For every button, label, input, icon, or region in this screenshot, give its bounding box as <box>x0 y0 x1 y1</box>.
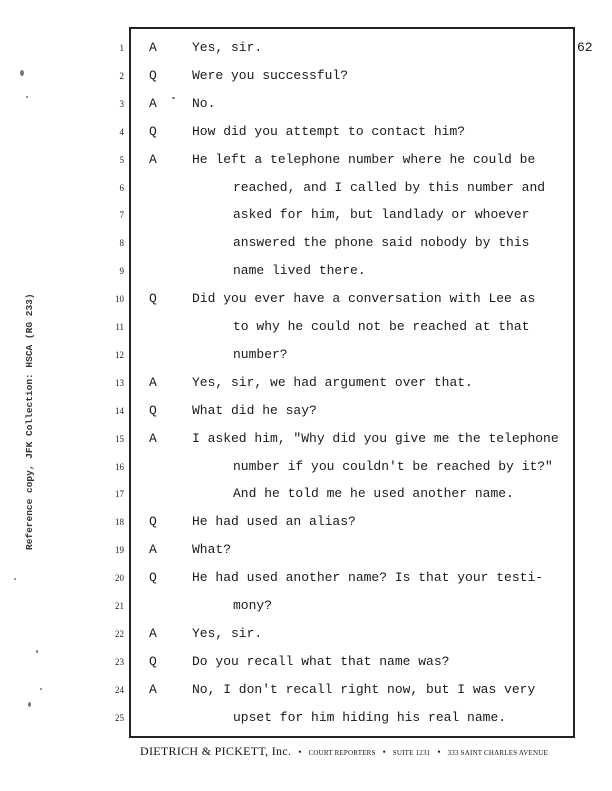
transcript-line <box>0 598 612 618</box>
line-number: 24 <box>115 684 124 695</box>
line-text: answered the phone said nobody by this <box>233 235 530 251</box>
line-number: 16 <box>115 461 124 472</box>
speaker-label: A <box>149 542 157 558</box>
speaker-label: Q <box>149 402 157 418</box>
suite: SUITE 1231 <box>392 749 431 757</box>
line-number: 9 <box>119 266 124 277</box>
transcript-line <box>0 514 612 534</box>
line-number: 8 <box>119 238 124 249</box>
transcript-line <box>0 207 612 227</box>
speaker-label: A <box>149 681 157 697</box>
line-number: 25 <box>115 712 124 723</box>
line-number: 11 <box>115 322 124 332</box>
line-number: 10 <box>115 294 124 305</box>
transcript-line <box>0 431 612 451</box>
line-text: Yes, sir. <box>192 40 263 55</box>
transcript-line <box>0 235 612 255</box>
line-text: upset for him hiding his real name. <box>233 709 507 725</box>
scan-mark <box>36 650 38 653</box>
line-number: 20 <box>115 573 124 584</box>
transcript-line <box>0 319 612 339</box>
transcript-line <box>0 180 612 200</box>
transcript-line <box>0 486 612 506</box>
transcript-line <box>0 654 612 674</box>
speaker-label: A <box>149 430 157 446</box>
transcript-line <box>0 96 612 116</box>
speaker-label: Q <box>149 514 157 530</box>
speaker-label: Q <box>149 67 157 83</box>
line-text: And he told me he used another name. <box>233 486 514 502</box>
transcript-line <box>0 263 612 283</box>
line-number: 12 <box>115 349 124 360</box>
transcript-line <box>0 626 612 646</box>
line-text: He left a telephone number where he could be <box>192 151 536 167</box>
line-number: 17 <box>115 489 124 500</box>
line-number: 14 <box>115 405 124 416</box>
transcript-line <box>0 152 612 172</box>
archive-stamp: Reference copy, JFK Collection: HSCA (RG 233) <box>24 293 35 550</box>
address: 333 SAINT CHARLES AVENUE <box>447 749 548 757</box>
line-number: 23 <box>115 656 124 667</box>
transcript-line <box>0 570 612 590</box>
line-text: mony? <box>233 598 273 613</box>
line-number: 1 <box>119 43 124 53</box>
speaker-label: Q <box>149 291 157 307</box>
transcript-line <box>0 542 612 562</box>
line-number: 3 <box>119 98 124 109</box>
line-text: number if you couldn't be reached by it?" <box>233 458 553 474</box>
bullet: • <box>298 747 302 757</box>
transcript-line <box>0 68 612 88</box>
transcript-line <box>0 124 612 144</box>
transcript-line <box>0 40 612 60</box>
transcript-line <box>0 710 612 730</box>
line-number: 4 <box>119 126 124 137</box>
speaker-label: Q <box>149 570 157 586</box>
line-text: to why he could not be reached at that <box>233 319 530 334</box>
line-text: name lived there. <box>233 263 366 279</box>
firm-name: DIETRICH & PICKETT, Inc. <box>140 744 292 758</box>
speaker-label: Q <box>149 123 157 139</box>
line-text: He had used an alias? <box>192 514 356 530</box>
transcript-line <box>0 291 612 311</box>
line-text: Yes, sir, we had argument over that. <box>192 374 473 390</box>
line-text: Were you successful? <box>192 67 349 83</box>
line-text: What did he say? <box>192 402 317 418</box>
line-number: 2 <box>119 70 124 81</box>
transcript-line <box>0 403 612 423</box>
line-number: 13 <box>115 377 124 388</box>
speaker-label: A <box>149 151 157 167</box>
line-number: 5 <box>119 154 124 165</box>
transcript-line <box>0 682 612 702</box>
line-text: asked for him, but landlady or whoever <box>233 207 530 223</box>
speaker-label: A <box>149 40 157 55</box>
line-number: 15 <box>115 433 124 444</box>
bullet: • <box>437 747 441 757</box>
bullet: • <box>382 747 386 757</box>
line-text: number? <box>233 346 288 362</box>
line-text: How did you attempt to contact him? <box>192 123 466 139</box>
line-text: Yes, sir. <box>192 625 263 641</box>
line-text: No, I don't recall right now, but I was very <box>192 681 536 697</box>
speaker-label: A <box>149 95 157 111</box>
line-text: Do you recall what that name was? <box>192 653 450 669</box>
line-text: reached, and I called by this number and <box>233 179 546 195</box>
speaker-label: A <box>149 374 157 390</box>
line-text: No. <box>192 95 216 111</box>
transcript-line <box>0 459 612 479</box>
court-reporters: COURT REPORTERS <box>308 749 376 757</box>
transcript-line <box>0 375 612 395</box>
line-text: I asked him, "Why did you give me the telephone <box>192 430 559 446</box>
speaker-label: Q <box>149 653 157 669</box>
page-number: 62 <box>577 40 593 55</box>
line-number: 22 <box>115 628 124 639</box>
line-number: 6 <box>119 182 124 193</box>
line-text: Did you ever have a conversation with Lee as <box>192 291 536 307</box>
transcript-line <box>0 347 612 367</box>
line-number: 21 <box>115 601 124 611</box>
line-text: What? <box>192 542 232 558</box>
line-number: 7 <box>119 210 124 221</box>
line-number: 19 <box>115 545 124 556</box>
line-text: He had used another name? Is that your testi- <box>192 570 544 586</box>
scan-mark <box>28 702 31 707</box>
line-number: 18 <box>115 517 124 528</box>
footer <box>140 742 580 760</box>
speaker-label: A <box>149 625 157 641</box>
